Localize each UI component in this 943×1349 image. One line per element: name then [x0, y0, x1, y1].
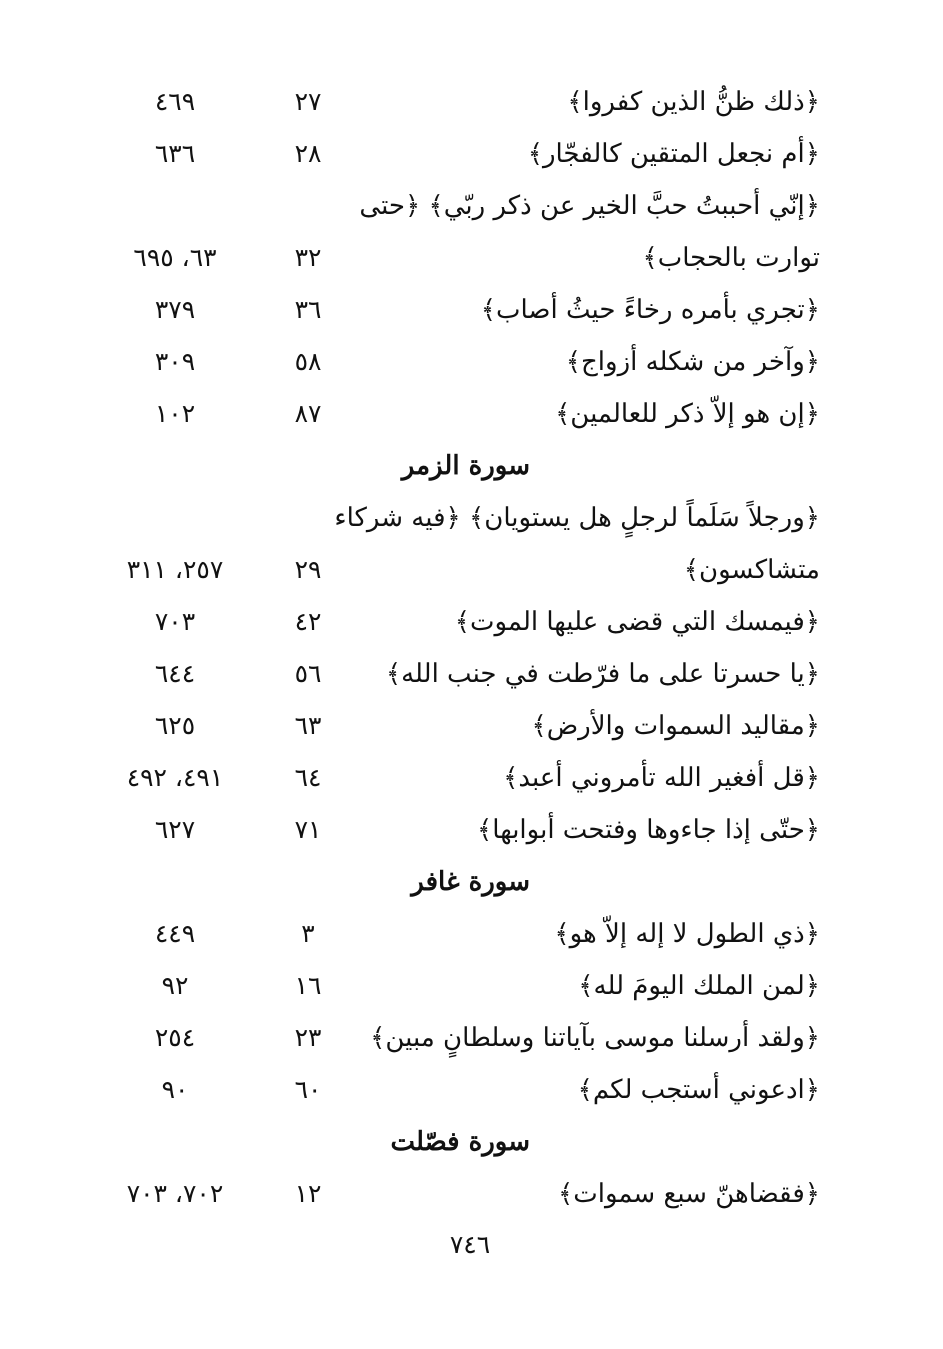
page-references: ٦٣٦: [154, 139, 196, 168]
verse-text: ﴿ولقد أرسلنا موسى بآياتنا وسلطانٍ مبين﴾: [370, 1023, 820, 1053]
verse-text: ﴿لمن الملك اليومَ لله﴾: [578, 971, 820, 1001]
verse-text: ﴿إن هو إلاّ ذكر للعالمين﴾: [555, 399, 820, 429]
verse-text: ﴿مقاليد السموات والأرض﴾: [531, 711, 820, 741]
surah-title: سورة فصّلت: [390, 1127, 530, 1157]
page-references: ٧٠٣: [154, 607, 196, 636]
page-references: ٧٠٢، ٧٠٣: [126, 1179, 224, 1208]
surah-title: سورة غافر: [411, 867, 530, 897]
ayah-number: ٣: [301, 919, 315, 948]
page-references: ١٠٢: [154, 399, 196, 428]
page-number: ٧٤٦: [449, 1230, 491, 1259]
ayah-number: ٢٩: [294, 555, 322, 584]
page-references: ٦٢٥: [154, 711, 196, 740]
ayah-number: ٣٦: [294, 295, 322, 324]
index-row: [100, 284, 820, 336]
verse-text: ﴿حتّى إذا جاءوها وفتحت أبوابها﴾: [477, 815, 820, 845]
index-row: [100, 1064, 820, 1116]
page-references: ٢٥٧، ٣١١: [126, 555, 224, 584]
page-references: ٢٥٤: [154, 1023, 196, 1052]
index-row: [100, 908, 820, 960]
page-references: ٣٧٩: [154, 295, 196, 324]
index-row: [100, 1168, 820, 1220]
ayah-number: ٦٠: [294, 1075, 322, 1104]
verse-text: ﴿إنّي أحببتُ حبَّ الخير عن ذكر ربّي﴾ ﴿حتى: [359, 191, 820, 221]
ayah-number: ٣٢: [294, 243, 322, 272]
surah-heading: [100, 440, 820, 492]
ayah-number: ١٦: [294, 971, 322, 1000]
ayah-number: ٤٢: [294, 607, 322, 636]
index-row: [100, 544, 820, 596]
page-references: ٤٦٩: [154, 87, 196, 116]
ayah-number: ٥٨: [294, 347, 322, 376]
index-row: [100, 128, 820, 180]
ayah-number: ٥٦: [294, 659, 322, 688]
verse-text: ﴿قل أفغير الله تأمروني أعبد﴾: [503, 763, 820, 793]
page-references: ٦٣، ٦٩٥: [133, 243, 217, 272]
index-row: [100, 492, 820, 544]
verse-text: ﴿ادعوني أستجب لكم﴾: [577, 1075, 820, 1105]
index-row: [100, 180, 820, 232]
surah-title: سورة الزمر: [401, 451, 530, 481]
ayah-number: ١٢: [294, 1179, 322, 1208]
verse-text: ﴿ذي الطول لا إله إلاّ هو﴾: [554, 919, 820, 949]
page-references: ٦٤٤: [154, 659, 196, 688]
page-references: ٤٤٩: [154, 919, 196, 948]
verse-text: ﴿تجري بأمره رخاءً حيثُ أصاب﴾: [480, 295, 820, 325]
page-references: ٤٩١، ٤٩٢: [126, 763, 224, 792]
verse-index-table: [100, 76, 820, 1220]
index-row: [100, 960, 820, 1012]
index-row: [100, 388, 820, 440]
verse-text: ﴿ذلك ظنُّ الذين كفروا﴾: [567, 87, 820, 117]
surah-heading: [100, 1116, 820, 1168]
surah-heading: [100, 856, 820, 908]
page-references: ٩٢: [161, 971, 189, 1000]
ayah-number: ٨٧: [294, 399, 322, 428]
verse-text: ﴿يا حسرتا على ما فرّطت في جنب الله﴾: [385, 659, 820, 689]
index-row: [100, 76, 820, 128]
page-references: ٩٠: [161, 1075, 189, 1104]
verse-text: ﴿فقضاهنّ سبع سموات﴾: [558, 1179, 820, 1209]
index-row: [100, 596, 820, 648]
page-references: ٣٠٩: [154, 347, 196, 376]
ayah-number: ٦٣: [294, 711, 322, 740]
ayah-number: ٢٣: [294, 1023, 322, 1052]
verse-text: ﴿وآخر من شكله أزواج﴾: [565, 347, 820, 377]
index-row: [100, 648, 820, 700]
verse-text: ﴿فيمسك التي قضى عليها الموت﴾: [454, 607, 820, 637]
verse-text: متشاكسون﴾: [683, 555, 820, 585]
index-row: [100, 752, 820, 804]
index-row: [100, 232, 820, 284]
index-row: [100, 336, 820, 388]
ayah-number: ٢٨: [294, 139, 322, 168]
ayah-number: ٦٤: [294, 763, 322, 792]
ayah-number: ٧١: [294, 815, 322, 844]
verse-text: ﴿أم نجعل المتقين كالفجّار﴾: [527, 139, 820, 169]
index-row: [100, 1012, 820, 1064]
verse-text: توارت بالحجاب﴾: [642, 243, 820, 273]
index-row: [100, 804, 820, 856]
index-row: [100, 700, 820, 752]
ayah-number: ٢٧: [294, 87, 322, 116]
verse-text: ﴿ورجلاً سَلَماً لرجلٍ هل يستويان﴾ ﴿فيه شركاء: [334, 503, 820, 533]
page-references: ٦٢٧: [154, 815, 196, 844]
